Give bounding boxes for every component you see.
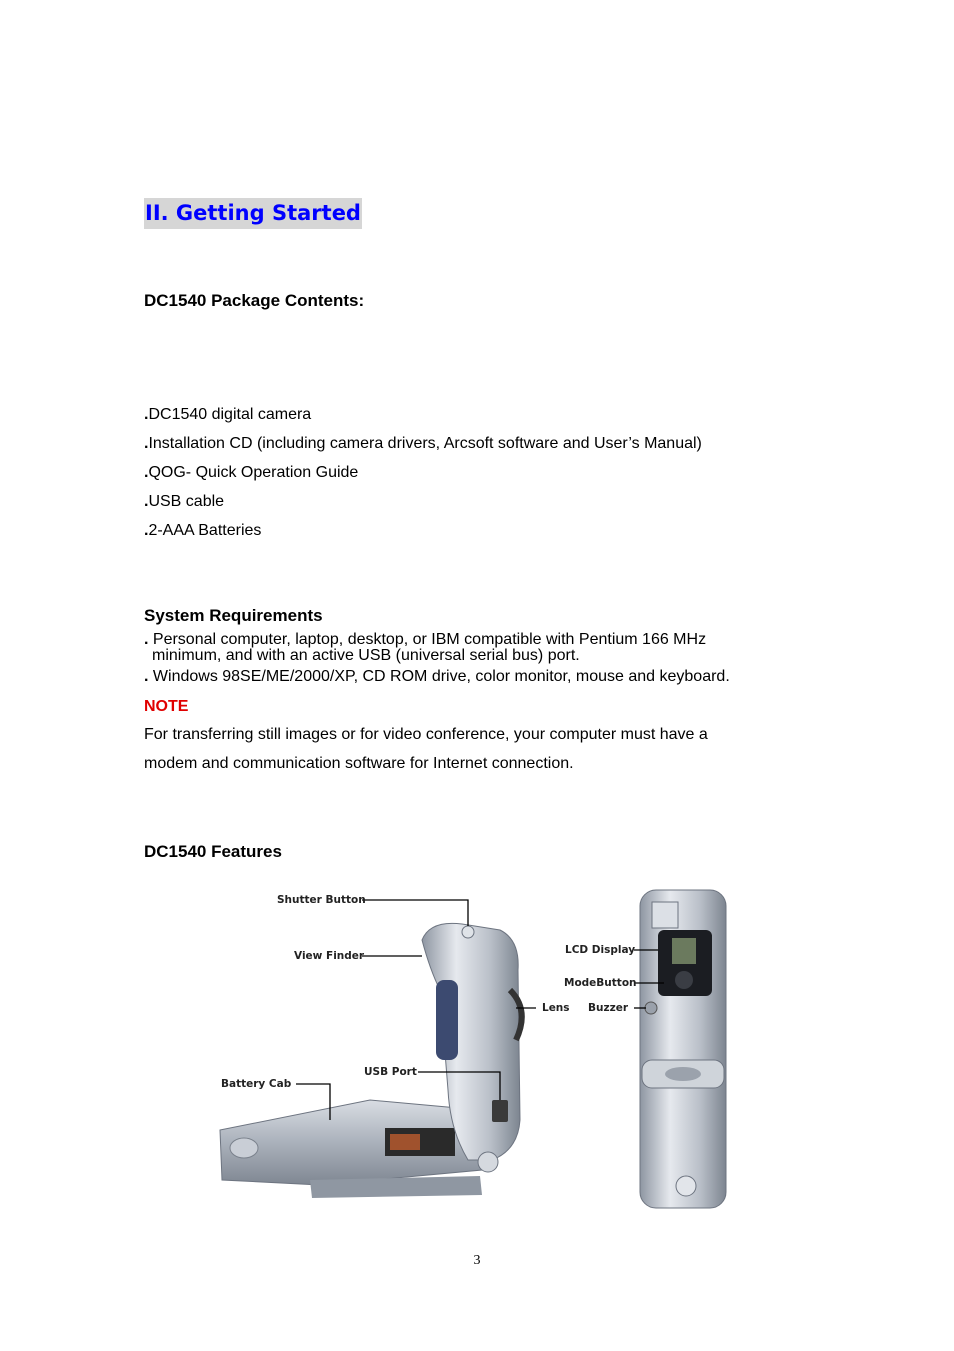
note-text: For transferring still images or for video conference, your computer must have a [144,726,708,743]
bullet: . [144,435,149,452]
list-item-text: USB cable [148,493,225,510]
requirement-text-continued: minimum, and with an active USB (universal serial bus) port. [152,647,580,664]
package-contents-heading: DC1540 Package Contents: [144,291,365,310]
view-finder-label: View Finder [294,950,365,962]
bullet: . [144,668,149,685]
system-requirements-heading: System Requirements [144,606,323,625]
list-item-text: Installation CD (including camera drivers, Arcsoft software and User’s Manual) [148,435,702,452]
buzzer-label: Buzzer [588,1002,629,1014]
note-text: modem and communication software for Internet connection. [144,755,574,772]
list-item-text: QOG- Quick Operation Guide [148,464,359,481]
list-item [144,435,702,453]
bullet: . [144,464,149,481]
requirement-text: Personal computer, laptop, desktop, or IBM compatible with Pentium 166 MHz [152,631,707,648]
mode-button-label: ModeButton [564,977,637,989]
note-label: NOTE [144,698,189,715]
bullet: . [144,406,149,423]
bullet: . [144,522,149,539]
list-item [144,522,261,540]
camera-illustration [200,880,760,1220]
section-title: II. Getting Started [144,198,362,229]
list-item-text: 2-AAA Batteries [148,522,262,539]
list-item [144,493,224,511]
usb-port-label: USB Port [364,1066,417,1078]
battery-cab-label: Battery Cab [221,1078,292,1090]
bullet: . [144,631,149,648]
shutter-button-label: Shutter Button [277,894,366,906]
lens-label: Lens [542,1002,570,1014]
list-item-text: DC1540 digital camera [148,406,312,423]
lcd-display-label: LCD Display [565,944,636,956]
bullet: . [144,493,149,510]
features-heading: DC1540 Features [144,842,282,861]
list-item [144,464,358,482]
page-number: 3 [473,1253,481,1268]
list-item [144,406,311,424]
requirement-text: Windows 98SE/ME/2000/XP, CD ROM drive, color monitor, mouse and keyboard. [152,668,730,685]
requirement-item [144,668,730,686]
